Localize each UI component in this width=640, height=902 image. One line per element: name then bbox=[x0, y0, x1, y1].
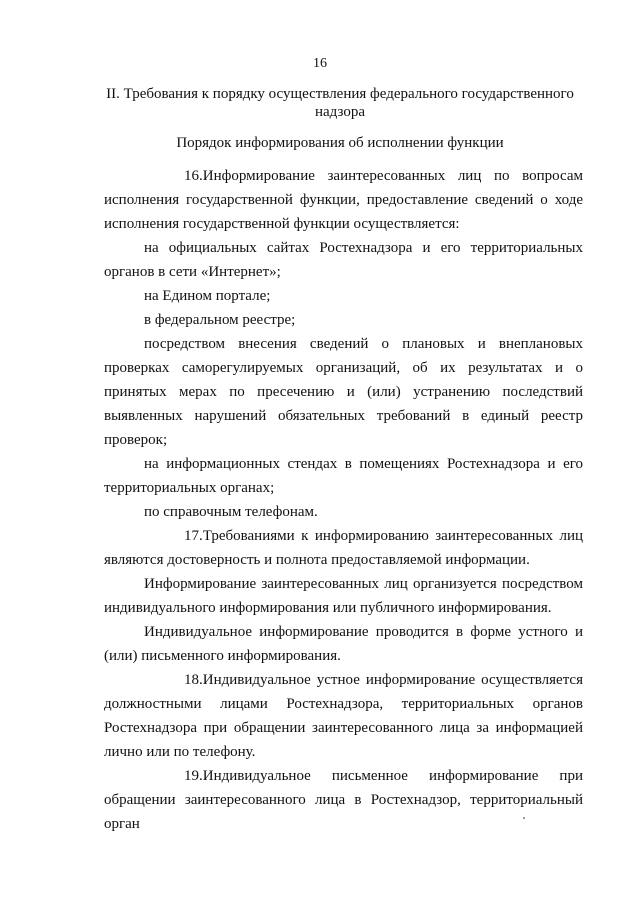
paragraph bbox=[104, 452, 583, 500]
page-number: 16 bbox=[313, 56, 327, 71]
paragraph-number: 19. bbox=[184, 768, 203, 784]
section-title: II. Требования к порядку осуществления федерального государственного надзора bbox=[106, 86, 574, 120]
paragraph-text: посредством внесения сведений о плановых и внеплановых проверках саморегулируемых организаций, об их результатах и о принятых мерах по пресечению и (или) устранению последствий выявленных нарушений обязательных требований в единый реестр проверок; bbox=[104, 336, 583, 448]
paragraph bbox=[104, 620, 583, 668]
paragraph bbox=[104, 572, 583, 620]
paragraph bbox=[104, 284, 583, 308]
paragraph-text: в федеральном реестре; bbox=[144, 312, 296, 328]
paragraph-text: Индивидуальное устное информирование осуществляется должностными лицами Ростехнадзора, территориальных органов Ростехнадзора при обращении заинтересованного лица за информацией лично или по телефону. bbox=[104, 672, 583, 760]
paragraph-number: 17. bbox=[184, 528, 203, 544]
paragraph-text: Требованиями к информированию заинтересованных лиц являются достоверность и полнота предоставляемой информации. bbox=[104, 528, 583, 568]
paragraph-18 bbox=[104, 668, 583, 764]
paragraph-text: Информирование заинтересованных лиц по вопросам исполнения государственной функции, предоставление сведений о ходе исполнения государственной функции осуществляется: bbox=[104, 168, 583, 232]
paragraph bbox=[104, 308, 583, 332]
paragraph-number: 18. bbox=[184, 672, 203, 688]
scan-speck bbox=[523, 817, 525, 819]
paragraph-text: на Едином портале; bbox=[144, 288, 271, 304]
paragraph-text: на информационных стендах в помещениях Ростехнадзора и его территориальных органах; bbox=[104, 456, 583, 496]
body-text bbox=[104, 164, 583, 836]
paragraph-text: на официальных сайтах Ростехнадзора и его территориальных органов в сети «Интернет»; bbox=[104, 240, 583, 280]
paragraph-17 bbox=[104, 524, 583, 572]
paragraph-text: по справочным телефонам. bbox=[144, 504, 318, 520]
paragraph-16 bbox=[104, 164, 583, 236]
paragraph bbox=[104, 500, 583, 524]
paragraph-19 bbox=[104, 764, 583, 836]
paragraph bbox=[104, 332, 583, 452]
subsection-title: Порядок информирования об исполнении функции bbox=[176, 135, 504, 151]
paragraph-text: Информирование заинтересованных лиц организуется посредством индивидуального информирования или публичного информирования. bbox=[104, 576, 583, 616]
paragraph-number: 16. bbox=[184, 168, 203, 184]
paragraph-text: Индивидуальное информирование проводится в форме устного и (или) письменного информирования. bbox=[104, 624, 583, 664]
paragraph-text: Индивидуальное письменное информирование при обращении заинтересованного лица в Ростехнадзор, территориальный орган bbox=[104, 768, 583, 832]
paragraph bbox=[104, 236, 583, 284]
